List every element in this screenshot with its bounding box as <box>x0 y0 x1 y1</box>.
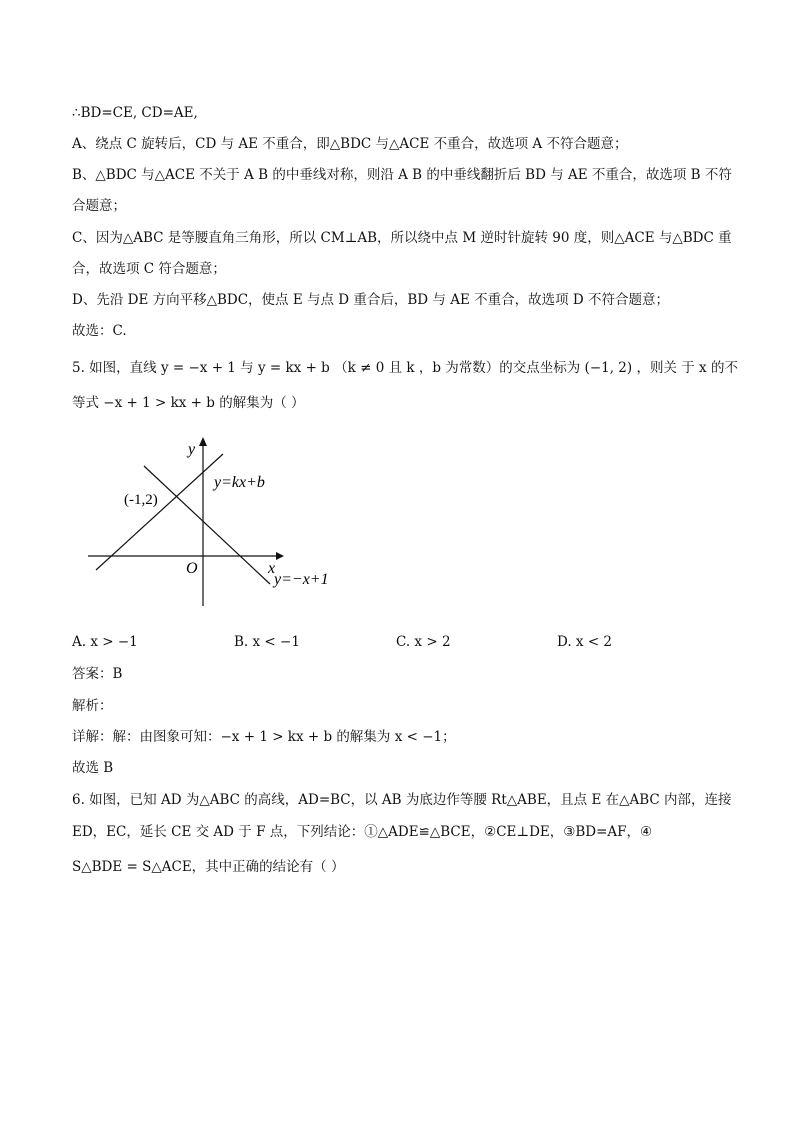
line-kx-plus-b <box>96 454 223 570</box>
question-6-line-3: S△BDE = S△ACE，其中正确的结论有（ ） <box>72 859 345 875</box>
analysis-heading: 解析： <box>72 698 113 714</box>
x-axis-label: x <box>268 560 276 577</box>
option-b: B. x < −1 <box>234 634 300 650</box>
option-d-explanation: D、先沿 DE 方向平移△BDC，使点 E 与点 D 重合后，BD 与 AE 不重合，故选项 D 不符合题意； <box>72 292 670 308</box>
text-line-1: ∴BD=CE, CD=AE, <box>72 105 198 121</box>
option-c-explanation-cont: 合，故选项 C 符合题意； <box>72 261 226 277</box>
answer-choice-4: 故选：C. <box>72 323 127 339</box>
question-5-line-1: 5. 如图，直线 y = −x + 1 与 y = kx + b （k ≠ 0 且 k ，b 为常数）的交点坐标为 (−1, 2) ，则关 于 x 的不 <box>72 360 738 376</box>
line-1-label: y=kx+b <box>214 474 265 491</box>
option-b-explanation-cont: 合题意； <box>72 198 126 214</box>
origin-label: O <box>186 560 198 577</box>
intersection-point-label: (-1,2) <box>124 492 158 508</box>
y-axis-label: y <box>188 441 196 458</box>
question-6-line-1: 6. 如图，已知 AD 为△ABC 的高线，AD=BC，以 AB 为底边作等腰 Rt△ABE，且点 E 在△ABC 内部，连接 <box>72 792 732 808</box>
final-choice: 故选 B <box>72 760 114 776</box>
option-c: C. x > 2 <box>396 634 451 650</box>
detailed-solution: 详解：解：由图象可知：−x + 1 > kx + b 的解集为 x < −1； <box>72 729 456 745</box>
option-b-explanation: B、△BDC 与△ACE 不关于 A B 的中垂线对称，则沿 A B 的中垂线翻折后 BD 与 AE 不重合，故选项 B 不符 <box>72 167 732 183</box>
line-2-label: y=−x+1 <box>274 571 329 588</box>
question-5-graph <box>80 432 380 612</box>
option-a-explanation: A、绕点 C 旋转后，CD 与 AE 不重合，即△BDC 与△ACE 不重合，故选项 A 不符合题意； <box>72 136 628 152</box>
answer-line: 答案：B <box>72 666 123 682</box>
question-5-line-2: 等式 −x + 1 > kx + b 的解集为（ ） <box>72 395 305 411</box>
option-c-explanation: C、因为△ABC 是等腰直角三角形，所以 CM⊥AB，所以绕中点 M 逆时针旋转 90 度，则△ACE 与△BDC 重 <box>72 230 732 246</box>
option-d: D. x < 2 <box>557 634 613 650</box>
question-6-line-2: ED，EC，延长 CE 交 AD 于 F 点，下列结论：①△ADE≌△BCE，②CE⊥DE，③BD=AF，④ <box>72 824 653 840</box>
option-a: A. x > −1 <box>72 634 138 650</box>
